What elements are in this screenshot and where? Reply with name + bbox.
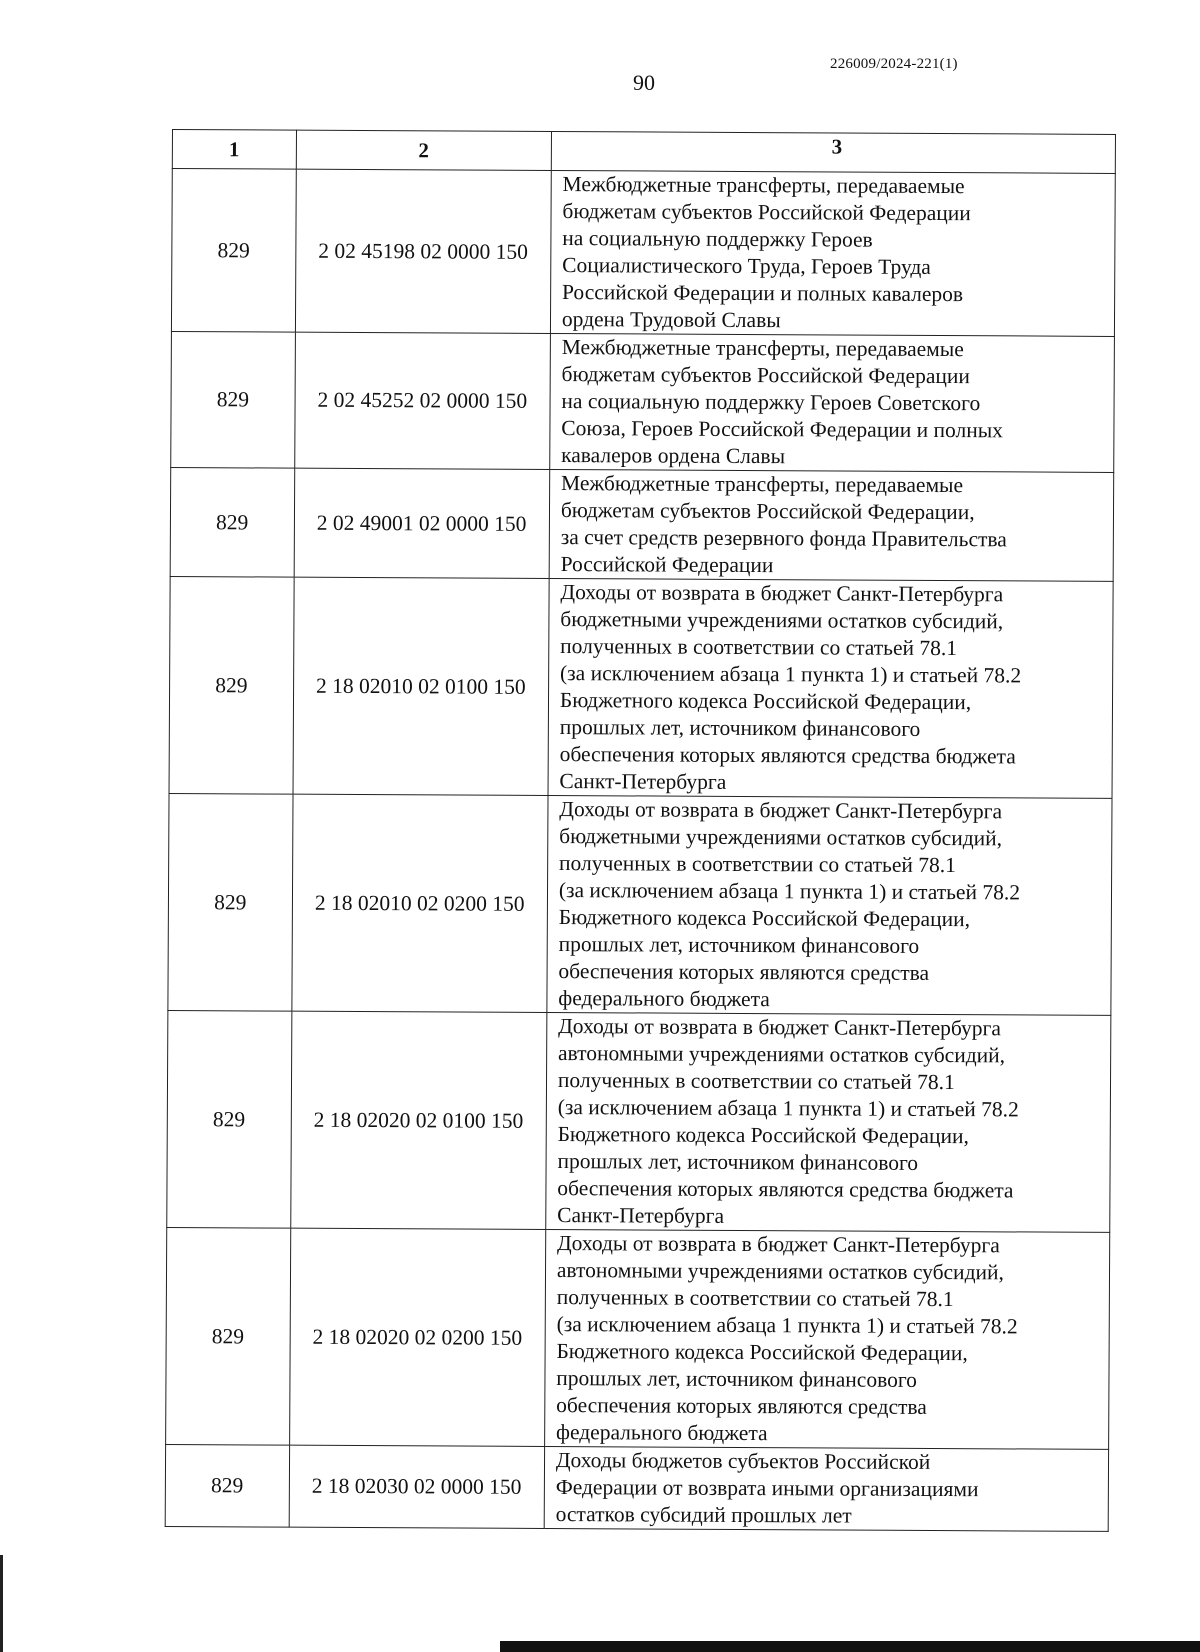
document-id: 226009/2024-221(1) — [830, 56, 958, 72]
admin-code-cell: 829 — [166, 1227, 291, 1445]
table-row — [171, 331, 1115, 472]
scan-bottom-bar — [500, 1641, 1200, 1652]
table-header-row — [172, 130, 1115, 174]
table-row — [167, 1010, 1111, 1232]
description-cell — [550, 170, 1115, 336]
table-row — [171, 169, 1115, 337]
description-text: Доходы от возврата в бюджет Санкт-Петербурга бюджетными учреждениями остатков субсидий, полученных в соответствии со статьей 78.1 (за исключением абзаца 1 пункта 1) и статьей 78.2 Бюджетного кодекса Российской Федерации, прошлых лет, источником финансового обеспечения которых являются средства федерального бюджета — [558, 797, 1021, 1012]
description-cell — [544, 1446, 1109, 1531]
column-header-3: 3 — [551, 131, 1115, 173]
budget-code-cell: 2 18 02020 02 0100 150 — [290, 1011, 546, 1229]
table-row — [169, 576, 1113, 798]
budget-code-cell: 2 18 02030 02 0000 150 — [289, 1445, 545, 1528]
budget-code-cell: 2 02 49001 02 0000 150 — [294, 468, 550, 578]
column-header-2: 2 — [296, 130, 551, 170]
budget-code-cell: 2 02 45198 02 0000 150 — [295, 169, 551, 333]
budget-code-cell: 2 02 45252 02 0000 150 — [294, 332, 550, 469]
budget-code-cell: 2 18 02010 02 0100 150 — [293, 577, 549, 795]
description-cell — [548, 578, 1113, 798]
description-text: Межбюджетные трансферты, передаваемые бюджетам субъектов Российской Федерации на социальную поддержку Героев Социалистического Труда, Героев Труда Российской Федерации и полных кавалеров ордена Трудовой Славы — [561, 172, 971, 333]
description-text: Доходы от возврата в бюджет Санкт-Петербурга автономными учреждениями остатков субсидий, полученных в соответствии со статьей 78.1 (за исключением абзаца 1 пункта 1) и статьей 78.2 Бюджетного кодекса Российской Федерации, прошлых лет, источником финансового обеспечения которых являются средства федерального бюджета — [555, 1231, 1018, 1446]
admin-code-cell: 829 — [171, 331, 295, 468]
description-text: Доходы от возврата в бюджет Санкт-Петербурга автономными учреждениями остатков субсидий, полученных в соответствии со статьей 78.1 (за исключением абзаца 1 пункта 1) и статьей 78.2 Бюджетного кодекса Российской Федерации, прошлых лет, источником финансового обеспечения которых являются средства бюджета Санкт-Петербурга — [557, 1014, 1019, 1228]
description-text: Доходы бюджетов субъектов Российской Федерации от возврата иными организациями остатков субсидий прошлых лет — [555, 1448, 979, 1528]
description-cell — [546, 1012, 1111, 1232]
admin-code-cell: 829 — [169, 576, 294, 794]
column-header-1: 1 — [172, 130, 296, 170]
description-text: Доходы от возврата в бюджет Санкт-Петербурга бюджетными учреждениями остатков субсидий, полученных в соответствии со статьей 78.1 (за исключением абзаца 1 пункта 1) и статьей 78.2 Бюджетного кодекса Российской Федерации, прошлых лет, источником финансового обеспечения которых являются средства бюджета Санкт-Петербурга — [559, 580, 1022, 794]
table-row — [168, 793, 1112, 1015]
revenue-codes-table — [165, 129, 1116, 1532]
admin-code-cell: 829 — [168, 793, 293, 1011]
table-row — [165, 1444, 1108, 1531]
admin-code-cell: 829 — [171, 169, 295, 333]
table-row — [170, 467, 1114, 581]
description-cell — [550, 333, 1115, 472]
admin-code-cell: 829 — [167, 1010, 292, 1228]
description-cell — [544, 1229, 1109, 1449]
admin-code-cell: 829 — [165, 1444, 289, 1527]
admin-code-cell: 829 — [170, 467, 294, 577]
budget-code-cell: 2 18 02020 02 0200 150 — [289, 1228, 545, 1446]
description-cell — [547, 795, 1112, 1015]
description-text: Межбюджетные трансферты, передаваемые бюджетам субъектов Российской Федерации, за счет средств резервного фонда Правительства Российской Федерации — [560, 471, 1007, 578]
description-cell — [549, 469, 1114, 581]
description-text: Межбюджетные трансферты, передаваемые бюджетам субъектов Российской Федерации на социальную поддержку Героев Советского Союза, Героев Российской Федерации и полных кавалеров ордена Славы — [561, 335, 1004, 469]
budget-code-cell: 2 18 02010 02 0200 150 — [291, 794, 547, 1012]
table-row — [166, 1227, 1110, 1449]
scan-edge-artifact — [0, 1555, 3, 1652]
page-number: 90 — [633, 70, 655, 95]
